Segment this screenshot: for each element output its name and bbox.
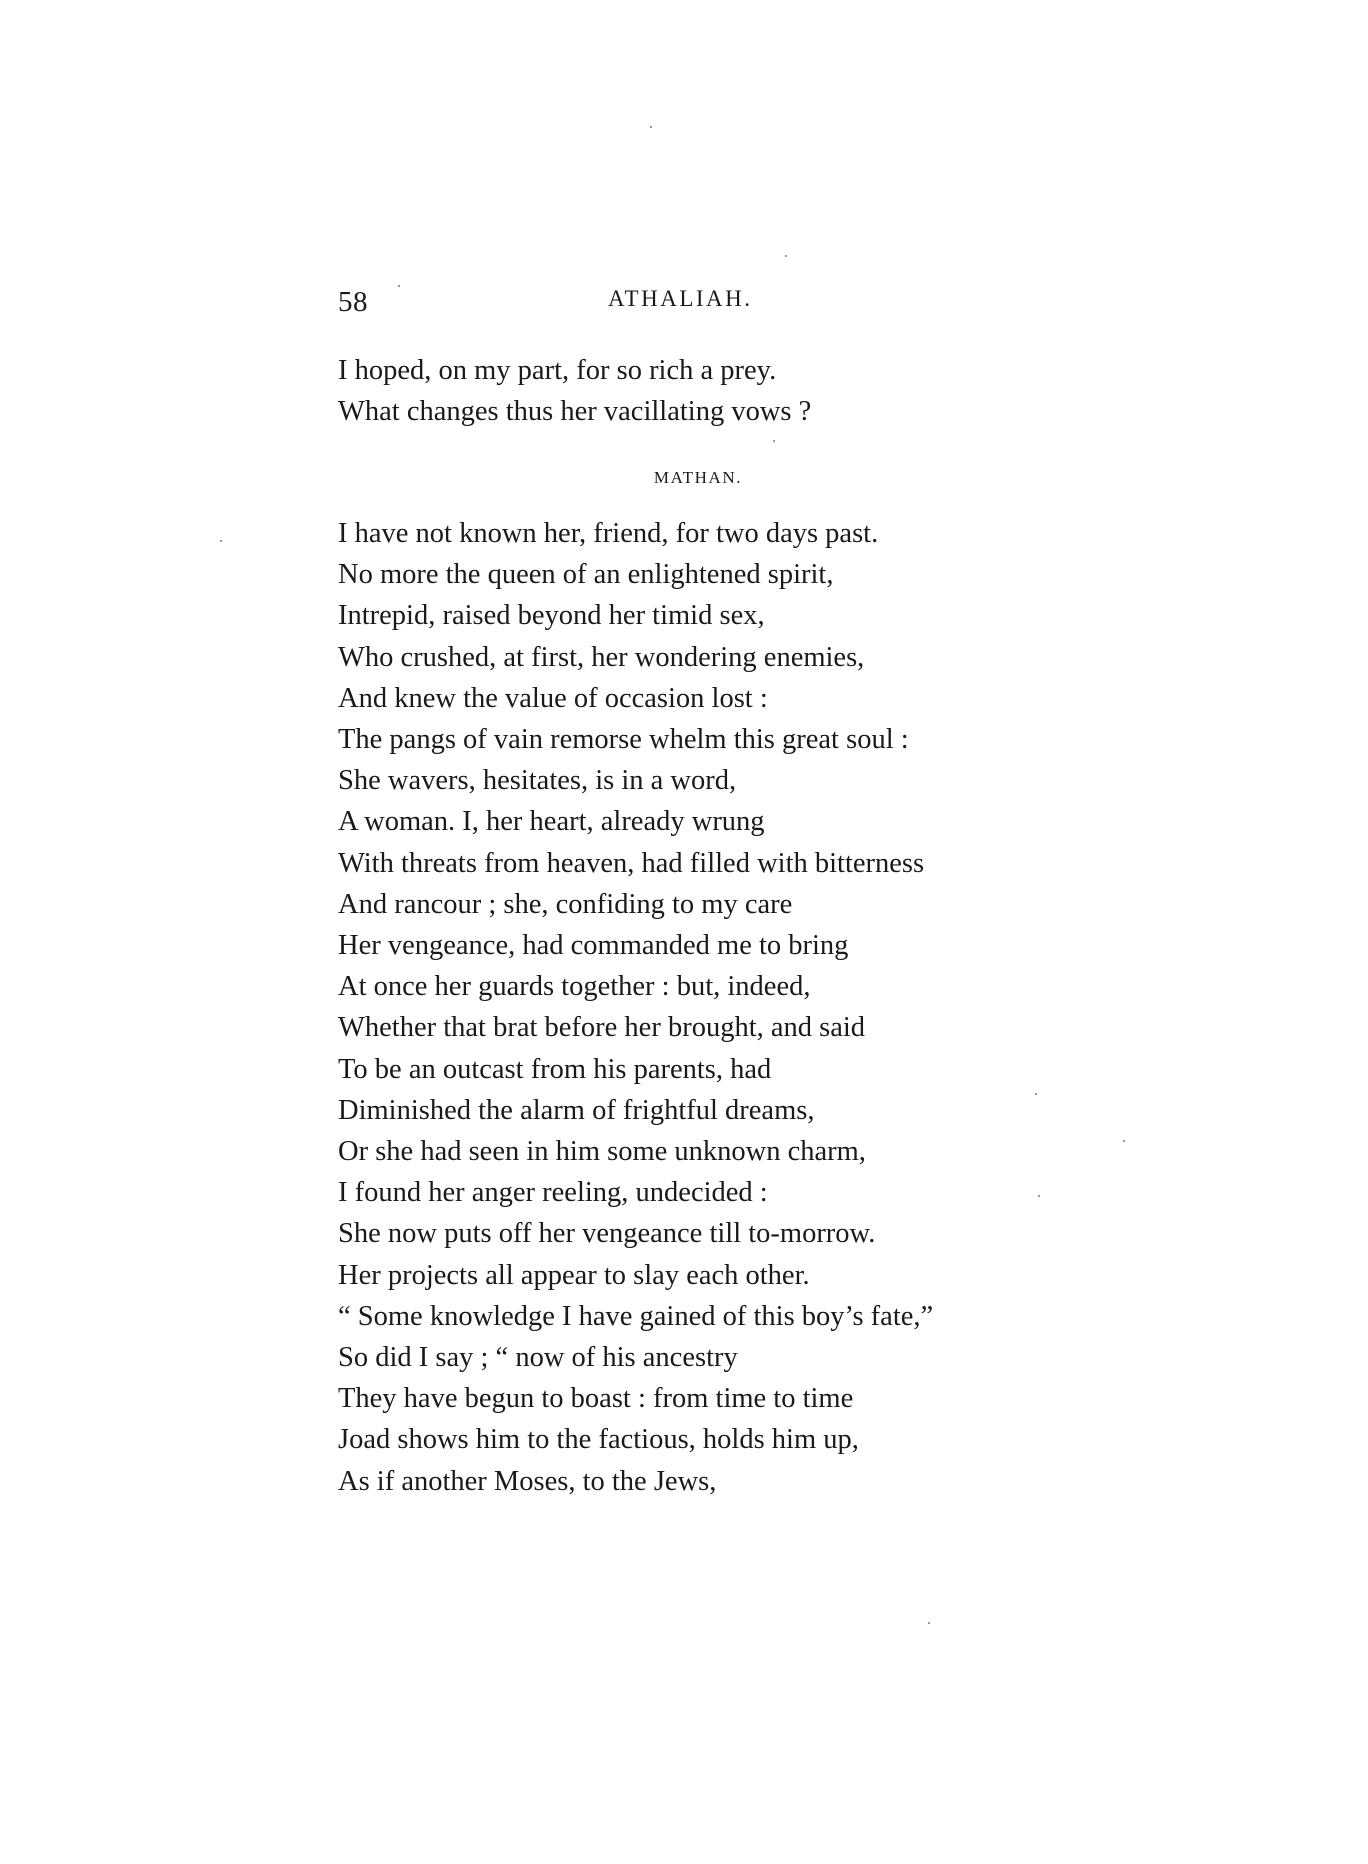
verse-line: With threats from heaven, had filled with bitterness [338,847,925,879]
verse-line: What changes thus her vacillating vows ? [338,396,812,427]
verse-line: I hoped, on my part, for so rich a prey. [338,355,777,386]
running-title: ATHALIAH. [608,286,753,311]
page-number: 58 [338,286,368,318]
scan-speck [1035,1093,1037,1095]
verse-line: A woman. I, her heart, already wrung [338,806,765,838]
scan-speck [773,440,775,442]
verse-line: Or she had seen in him some unknown charm, [338,1136,866,1168]
verse-line: And knew the value of occasion lost : [338,682,768,714]
speaker-name: MATHAN. [653,468,743,487]
scan-speck [928,1622,930,1624]
verse-line: Whether that brat before her brought, and said [338,1012,866,1044]
verse-line: They have begun to boast : from time to time [338,1383,854,1415]
scan-speck [650,126,652,128]
verse-line: As if another Moses, to the Jews, [338,1465,717,1497]
verse-line: She wavers, hesitates, is in a word, [338,765,737,797]
verse-line: At once her guards together : but, indeed, [338,971,811,1003]
verse-line: Who crushed, at first, her wondering enemies, [338,641,865,673]
verse-line: And rancour ; she, confiding to my care [338,888,793,920]
verse-line: Her projects all appear to slay each other. [338,1259,810,1291]
verse-line: Joad shows him to the factious, holds him up, [338,1424,859,1456]
verse-line: Intrepid, raised beyond her timid sex, [338,600,765,632]
scan-speck [785,255,787,257]
verse-line: Diminished the alarm of frightful dreams, [338,1094,815,1126]
verse-line: She now puts off her vengeance till to-morrow. [338,1218,876,1250]
verse-line: “ Some knowledge I have gained of this boy’s fate,” [338,1300,934,1332]
verse-line: The pangs of vain remorse whelm this great soul : [338,724,909,756]
verse-line: Her vengeance, had commanded me to bring [338,930,849,962]
scan-speck [1038,1195,1040,1197]
verse-line: So did I say ; “ now of his ancestry [338,1342,738,1374]
verse-line: No more the queen of an enlightened spirit, [338,559,834,591]
scan-speck [1123,1140,1125,1142]
running-head [338,286,1038,326]
opening-lines [338,350,811,432]
verse-line: I found her anger reeling, undecided : [338,1177,768,1209]
scan-speck [398,285,400,287]
scan-speck [220,540,222,542]
verse-line: I have not known her, friend, for two days past. [338,518,879,549]
speech-lines [338,513,933,1502]
verse-line: To be an outcast from his parents, had [338,1053,772,1085]
